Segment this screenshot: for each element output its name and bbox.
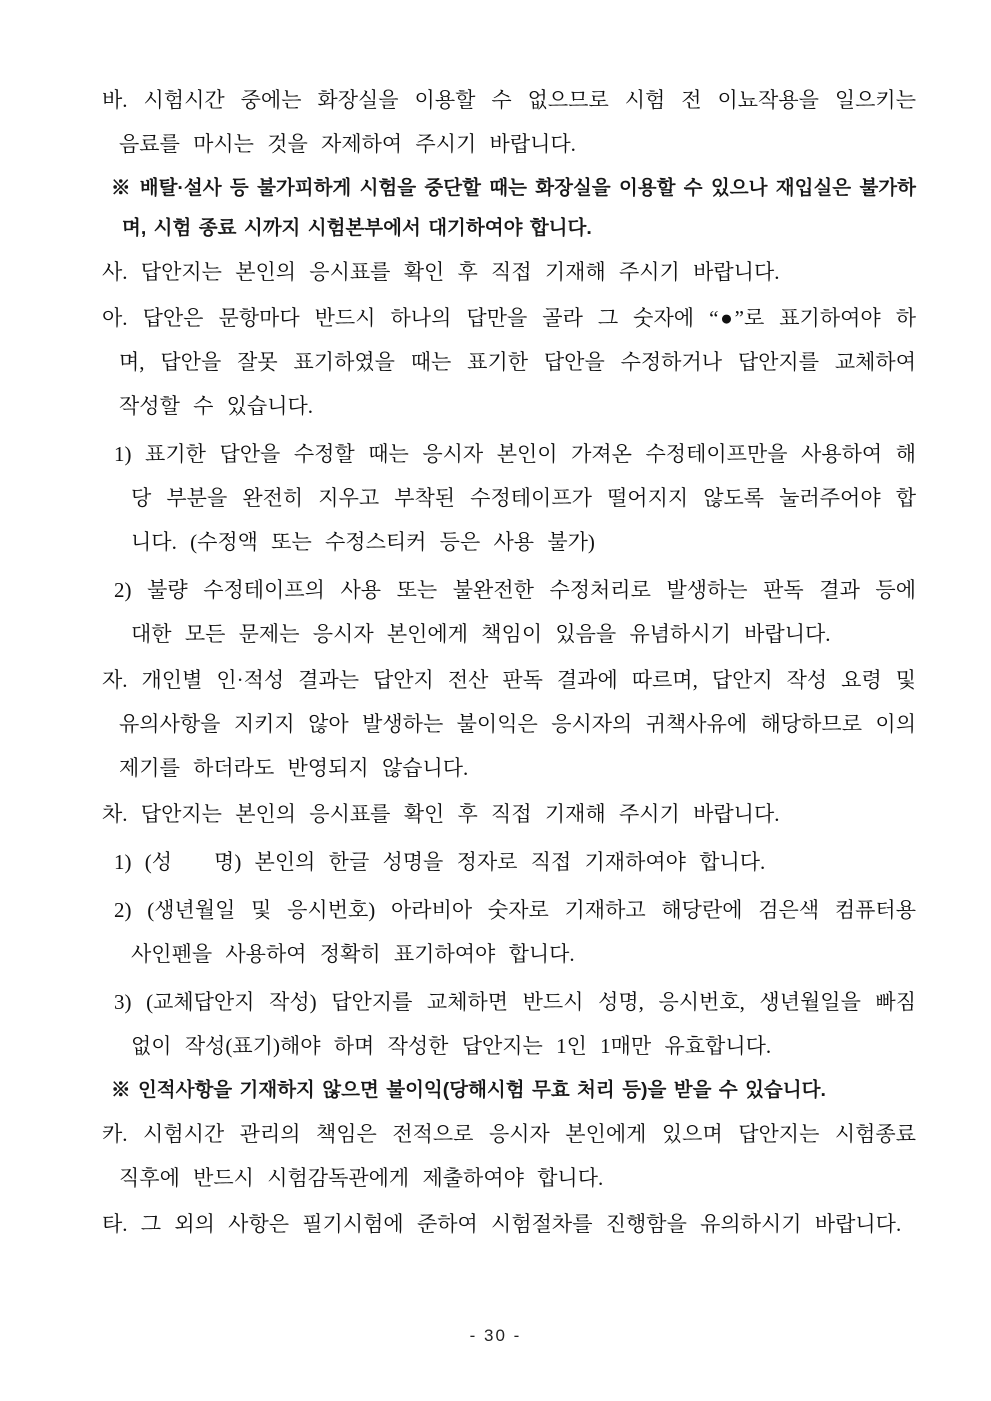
instruction-item — [102, 1112, 916, 1200]
instruction-item — [114, 888, 916, 976]
instruction-item — [102, 1202, 916, 1246]
item-label: ※ — [111, 1079, 131, 1101]
instruction-item — [114, 432, 916, 564]
item-text: (성 명) 본인의 한글 성명을 정자로 직접 기재하여야 합니다. — [144, 850, 766, 874]
item-text: 그 외의 사항은 필기시험에 준하여 시험절차를 진행함을 유의하시기 바랍니다. — [140, 1212, 902, 1236]
instruction-item — [102, 658, 916, 790]
item-text: 답안지는 본인의 응시표를 확인 후 직접 기재해 주시기 바랍니다. — [140, 260, 780, 284]
item-text: (생년월일 및 응시번호) 아라비아 숫자로 기재하고 해당란에 검은색 컴퓨터용 사인펜을 사용하여 정확히 표기하여야 합니다. — [131, 898, 917, 966]
item-label: 사. — [102, 260, 128, 284]
item-text: 개인별 인·적성 결과는 답안지 전산 판독 결과에 따르며, 답안지 작성 요령 및 유의사항을 지키지 않아 발생하는 불이익은 응시자의 귀책사유에 해당하므로 이의제기를 하더라도 반영되지 않습니다. — [119, 668, 916, 780]
item-text: 시험시간 관리의 책임은 전적으로 응시자 본인에게 있으며 답안지는 시험종료 직후에 반드시 시험감독관에게 제출하여야 합니다. — [119, 1122, 917, 1190]
instruction-item — [114, 840, 916, 884]
item-label: 타. — [102, 1212, 128, 1236]
instruction-item — [111, 168, 916, 248]
item-label: 카. — [102, 1122, 128, 1146]
item-label: ※ — [111, 177, 132, 199]
item-label: 아. — [102, 306, 128, 330]
item-text: 답안은 문항마다 반드시 하나의 답만을 골라 그 숫자에 “●”로 표기하여야 하며, 답안을 잘못 표기하였을 때는 표기한 답안을 수정하거나 답안지를 교체하여 작성할 수 있습니다. — [119, 306, 916, 418]
item-label: 2) — [114, 578, 132, 602]
item-text: 시험시간 중에는 화장실을 이용할 수 없으므로 시험 전 이뇨작용을 일으키는 음료를 마시는 것을 자제하여 주시기 바랍니다. — [119, 88, 916, 156]
item-label: 자. — [102, 668, 128, 692]
item-label: 1) — [114, 442, 132, 466]
instruction-item — [111, 1070, 916, 1110]
instruction-item — [102, 78, 916, 166]
item-label: 바. — [102, 88, 128, 112]
item-text: (교체답안지 작성) 답안지를 교체하면 반드시 성명, 응시번호, 생년월일을 빠짐없이 작성(표기)해야 하며 작성한 답안지는 1인 1매만 유효합니다. — [131, 990, 916, 1058]
item-text: 인적사항을 기재하지 않으면 불이익(당해시험 무효 처리 등)을 받을 수 있습니다. — [137, 1079, 826, 1101]
instruction-item — [102, 250, 916, 294]
item-label: 3) — [114, 990, 132, 1014]
item-text: 표기한 답안을 수정할 때는 응시자 본인이 가져온 수정테이프만을 사용하여 해당 부분을 완전히 지우고 부착된 수정테이프가 떨어지지 않도록 눌러주어야 합니다. (수정액 또는 수정스티커 등은 사용 불가) — [131, 442, 917, 554]
item-text: 배탈·설사 등 불가피하게 시험을 중단할 때는 화장실을 이용할 수 있으나 재입실은 불가하며, 시험 종료 시까지 시험본부에서 대기하여야 합니다. — [122, 177, 916, 239]
item-text: 불량 수정테이프의 사용 또는 불완전한 수정처리로 발생하는 판독 결과 등에 대한 모든 문제는 응시자 본인에게 책임이 있음을 유념하시기 바랍니다. — [131, 578, 916, 646]
instructions-list — [102, 76, 916, 1246]
instruction-item — [102, 296, 916, 428]
item-text: 답안지는 본인의 응시표를 확인 후 직접 기재해 주시기 바랍니다. — [140, 802, 780, 826]
item-label: 1) — [114, 850, 132, 874]
item-label: 2) — [114, 898, 132, 922]
instruction-item — [114, 568, 916, 656]
page-number: - 30 - — [469, 1326, 522, 1345]
instruction-item — [102, 792, 916, 836]
instruction-item — [114, 980, 916, 1068]
item-label: 차. — [102, 802, 128, 826]
